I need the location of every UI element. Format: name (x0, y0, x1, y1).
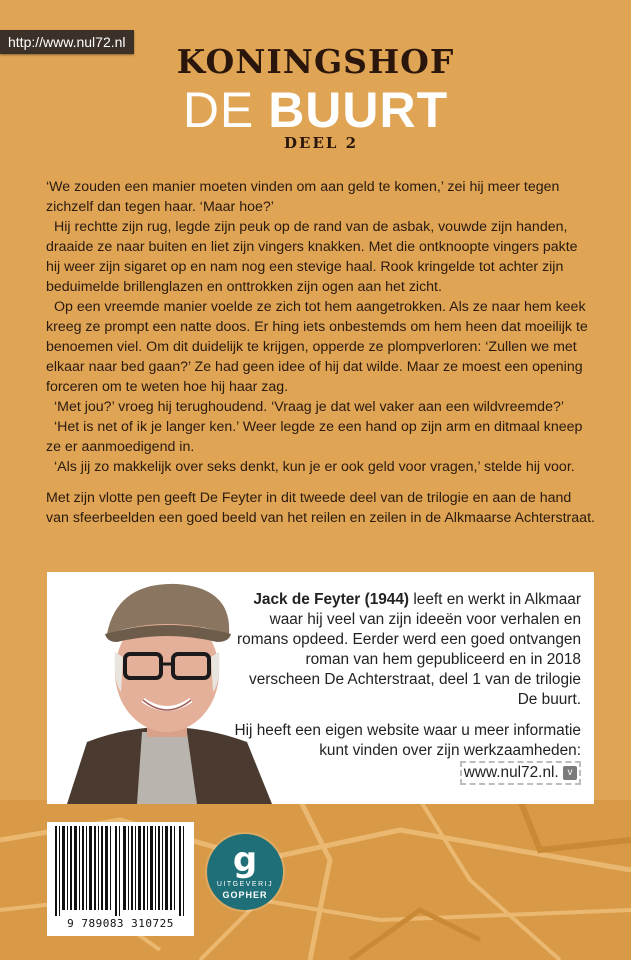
author-panel (47, 572, 594, 804)
excerpt-paragraph: Op een vreemde manier voelde ze zich tot hem aangetrokken. Als ze naar hem keek kreeg ze prompt een natte doos. Er hing iets onbestemds om hem heen dat moeilijk te benoemen viel. Om dit duidelijk te krijgen, opperde ze plompverloren: ‘Zullen we met elkaar naar bed gaan?’ Ze had geen idee of hij dat wilde. Maar ze moest een opening forceren om te weten hoe hij haar zag. (46, 299, 588, 395)
publisher-logo-line1: UITGEVERIJ (216, 881, 274, 888)
excerpt-paragraph: ‘Als jij zo makkelijk over seks denkt, kun je er ook geld voor vragen,’ stelde hij voor. (54, 459, 575, 475)
series-title: KONINGSHOF (176, 42, 455, 81)
excerpt-paragraph: ‘Met jou?’ vroeg hij terughoudend. ‘Vraag je dat wel vaker aan een wildvreemde?’ (54, 399, 565, 415)
url-label[interactable]: http://www.nul72.nl (0, 30, 134, 54)
author-name: Jack de Feyter (1944) (253, 591, 410, 608)
barcode-bars (53, 826, 189, 916)
book-summary: Met zijn vlotte pen geeft De Feyter in dit tweede deel van de trilogie en aan de hand van sfeerbeelden een goed beeld van het reilen en zeilen in de Alkmaarse Achterstraat. (46, 490, 595, 526)
book-title-de: DE (182, 82, 255, 138)
website-paragraph (231, 721, 581, 785)
publisher-logo-line2: GOPHER (222, 890, 268, 900)
excerpt-paragraph: ‘We zouden een manier moeten vinden om aan geld te komen,’ zei hij meer tegen zichzelf dan tegen haar. ‘Maar hoe?’ (46, 179, 560, 215)
author-bio (231, 590, 581, 785)
excerpt-text (46, 177, 591, 477)
publisher-logo (207, 834, 283, 910)
website-link[interactable] (460, 761, 581, 785)
barcode (47, 822, 194, 936)
website-text: Hij heeft een eigen website waar u meer informatie kunt vinden over zijn werkzaamheden: (234, 722, 581, 759)
publisher-logo-letter: g (232, 840, 258, 880)
book-title-buurt: BUURT (268, 82, 449, 138)
bio-text: leeft en werkt in Alkmaar waar hij veel van zijn ideeën voor verhalen en romans opdeed. Eerder werd een goed ontvangen roman van hem gepubliceerd en in 2018 verscheen De Achterstraat, deel 1 van de trilogie De buurt. (237, 591, 581, 708)
website-link-text: www.nul72.nl. (463, 764, 559, 781)
excerpt-paragraph: Hij rechtte zijn rug, legde zijn peuk op de rand van de asbak, vouwde zijn handen, draaide ze naar buiten en liet zijn vingers knakken. Met die ontknoopte vingers pakte hij weer zijn sigaret op en nam nog een stevige haal. Rook kringelde tot achter zijn beduimelde brillenglazen en onttrokken zijn ogen aan het zicht. (46, 219, 578, 295)
isbn-number: 9 789083 310725 (67, 917, 174, 930)
book-title (0, 82, 631, 138)
chevron-down-icon[interactable]: v (563, 766, 577, 780)
volume-label: DEEL 2 (284, 134, 359, 152)
bio-paragraph (231, 590, 581, 710)
excerpt-paragraph: ‘Het is net of ik je langer ken.’ Weer legde ze een hand op zijn arm en ditmaal kneep ze er aanmoedigend in. (46, 419, 583, 455)
